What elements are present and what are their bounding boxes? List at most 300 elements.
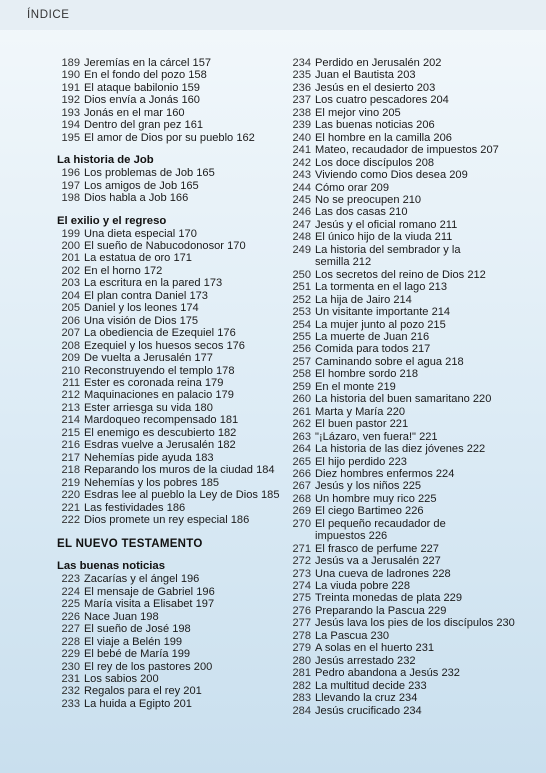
index-entry [57,180,297,192]
entry-page: 197 [195,598,215,611]
entry-number: 218 [61,464,80,477]
entry-page: 229 [427,604,447,617]
entry-title: Jesús y los niños [315,480,400,493]
entry-number: 207 [61,327,80,340]
section-heading-job: La historia de Job [57,154,154,167]
entry-number: 265 [292,455,311,468]
entry-number: 267 [292,480,311,493]
index-entry [288,231,538,243]
entry-page: 229 [443,592,463,605]
index-entry [288,368,538,380]
index-entry [57,240,297,252]
entry-page: 165 [196,167,215,180]
entry-title: Jesús va a Jerusalén [315,555,420,568]
entry-title: Dios habla a Job [84,192,167,205]
index-entry [288,543,538,555]
index-entry [288,568,538,580]
index-entry [288,206,538,218]
index-entry [57,427,297,439]
entry-page: 173 [189,289,208,302]
entry-page: 212 [352,256,372,269]
index-entry [288,269,538,281]
entry-page: 210 [389,206,408,219]
entry-page: 180 [194,401,213,414]
index-entry [288,667,538,679]
entry-page: 222 [466,443,486,456]
entry-page: 183 [195,451,214,464]
index-column-left [57,57,297,710]
index-entry [288,456,538,468]
entry-title: El mensaje de Gabriel [84,585,194,598]
entry-title: El ciego Bartimeo [315,505,402,518]
entry-group-jonas [57,57,297,144]
entry-page: 203 [397,69,416,82]
entry-page: 208 [415,156,435,169]
index-entry [57,252,297,264]
index-entry [288,493,538,505]
entry-number: 221 [61,501,80,514]
entry-page: 201 [173,697,192,710]
entry-number: 243 [292,169,311,182]
entry-title: Reparando los muros de la ciudad [84,464,253,477]
entry-page: 172 [143,264,163,277]
index-entry [288,655,538,667]
entry-title: Llevando la cruz [315,692,396,705]
spacer [57,551,297,560]
entry-page: 196 [180,573,200,586]
index-entry [288,219,538,231]
index-entry [57,290,297,302]
entry-number: 249 [292,243,311,256]
entry-group-exilio [57,228,297,527]
index-entry [57,265,297,277]
index-entry [288,294,538,306]
entry-number: 217 [61,451,80,464]
entry-page: 216 [410,330,430,343]
entry-page: 225 [417,492,437,505]
entry-title: El plan contra Daniel [84,289,187,302]
index-entry [57,119,297,131]
entry-title: Las festividades [84,501,164,514]
entry-page: 185 [261,489,280,502]
entry-number: 251 [292,281,311,294]
entry-title: La huida a Egipto [84,697,171,710]
entry-number: 191 [61,81,80,94]
index-entry [57,167,297,179]
entry-title: Diez hombres enfermos [315,467,433,480]
entry-title: Una dieta especial [84,227,176,240]
entry-number: 272 [292,555,311,568]
entry-number: 231 [61,673,80,686]
entry-page: 230 [370,629,390,642]
entry-title: Los problemas de Job [84,167,194,180]
entry-number: 275 [292,592,311,605]
index-entry [57,107,297,119]
entry-title: El amor de Dios por su pueblo [84,131,234,144]
entry-title: El frasco de perfume [315,542,418,555]
entry-number: 280 [292,654,311,667]
index-entry [57,192,297,204]
index-entry [57,636,297,648]
entry-title: El pequeño recaudador de [315,517,446,530]
entry-page: 186 [166,501,186,514]
entry-number: 196 [61,167,80,180]
entry-title: Dios promete un rey especial [84,513,228,526]
entry-page: 214 [431,306,451,319]
index-entry [288,592,538,604]
index-entry [288,306,538,318]
entry-page: 203 [416,81,436,94]
entry-title: El bebé de María [84,648,169,661]
entry-title: Los sabios [84,673,138,686]
entry-page: 213 [428,281,448,294]
entry-title: Cómo orar [315,181,368,194]
entry-title: Jeremías en la cárcel [84,57,190,69]
entry-page: 202 [422,57,442,69]
index-entry [57,414,297,426]
index-entry [57,489,297,501]
entry-page: 160 [181,94,200,107]
entry-continuation [288,256,538,268]
entry-number: 256 [292,343,311,356]
index-entry [288,605,538,617]
entry-title: De vuelta a Jerusalén [84,352,192,365]
entry-number: 262 [292,418,311,431]
index-entry [57,685,297,697]
entry-number: 246 [292,206,311,219]
index-entry [288,555,538,567]
entry-page: 175 [179,314,199,327]
entry-page: 182 [217,439,236,452]
entry-title: No se preocupen [315,193,400,206]
entry-title: Dentro del gran pez [84,119,182,132]
index-entry [288,480,538,492]
entry-number: 247 [292,218,311,231]
entry-number: 198 [61,192,80,205]
entry-number: 278 [292,629,311,642]
entry-number: 229 [61,648,80,661]
entry-page: 227 [422,555,441,568]
entry-page: 205 [382,106,401,119]
index-entry [57,514,297,526]
entry-continuation [288,530,538,542]
entry-page: 234 [398,692,418,705]
entry-number: 257 [292,355,311,368]
index-entry [57,340,297,352]
index-entry [57,402,297,414]
entry-number: 206 [61,314,80,327]
entry-page: 226 [368,530,388,543]
entry-page: 179 [215,389,234,402]
entry-page: 215 [427,318,446,331]
entry-number: 204 [61,289,80,302]
entry-page: 211 [439,218,458,231]
entry-number: 260 [292,393,311,406]
entry-page: 232 [397,654,416,667]
entry-number: 235 [292,69,311,82]
page-header [0,0,546,30]
entry-title: Los cuatro pescadores [315,94,428,107]
entry-title: Reconstruyendo el templo [84,364,213,377]
entry-title: Jesús crucificado [315,704,401,717]
entry-title: Un hombre muy rico [315,492,415,505]
entry-page: 234 [403,704,422,717]
entry-title: La escritura en la pared [84,277,201,290]
entry-title: Preparando la Pascua [315,604,425,617]
entry-number: 192 [61,94,80,107]
index-column-right [288,57,538,717]
entry-title: La muerte de Juan [315,330,408,343]
entry-title: Nace Juan [84,610,138,623]
spacer [57,526,297,538]
entry-title: Mateo, recaudador de impuestos [315,144,478,157]
index-entry [288,343,538,355]
entry-number: 209 [61,352,80,365]
entry-number: 222 [61,513,80,526]
entry-title: La historia del sembrador y la [315,243,461,256]
entry-number: 279 [292,642,311,655]
entry-number: 258 [292,368,311,381]
entry-title: María visita a Elisabet [84,598,193,611]
entry-title: El ataque babilonio [84,81,179,94]
entry-title-continuation: semilla [315,256,350,269]
entry-number: 284 [292,704,311,717]
entry-page: 198 [172,623,191,636]
index-entry [288,194,538,206]
entry-number: 193 [61,106,80,119]
entry-page: 224 [435,467,455,480]
entry-title: Esdras lee al pueblo la Ley de Dios [84,489,258,502]
index-entry [288,505,538,517]
entry-title: En el horno [84,264,141,277]
entry-number: 233 [61,697,80,710]
entry-title: El hombre sordo [315,368,397,381]
entry-title: El sueño de José [84,623,170,636]
entry-page: 204 [430,94,449,107]
section-heading-buenas-noticias: Las buenas noticias [57,560,165,573]
entry-number: 190 [61,69,80,82]
entry-title: La historia del buen samaritano [315,393,470,406]
entry-title: Maquinaciones en palacio [84,389,213,402]
entry-page: 184 [256,464,275,477]
entry-page: 223 [388,455,407,468]
entry-title: La tormenta en el lago [315,281,426,294]
spacer [57,144,297,154]
entry-page: 186 [230,513,250,526]
entry-title: Las buenas noticias [315,119,414,132]
entry-page: 170 [227,239,246,252]
index-entry [57,365,297,377]
entry-page: 211 [434,231,453,244]
entry-number: 210 [61,364,80,377]
index-entry [57,82,297,94]
entry-page: 214 [393,293,412,306]
entry-number: 194 [61,119,80,132]
entry-number: 241 [292,144,311,157]
entry-page: 177 [194,352,213,365]
entry-number: 261 [292,405,311,418]
entry-page: 206 [433,131,452,144]
entry-title: El hijo perdido [315,455,386,468]
entry-number: 266 [292,467,311,480]
entry-page: 225 [402,480,422,493]
entry-title: Los amigos de Job [84,179,178,192]
entry-number: 276 [292,604,311,617]
index-entry [57,57,297,69]
index-entry [288,680,538,692]
entry-number: 203 [61,277,80,290]
entry-title: Esdras vuelve a Jerusalén [84,439,215,452]
entry-page: 176 [226,339,245,352]
entry-title: Las dos casas [315,206,386,219]
entry-number: 274 [292,580,311,593]
entry-number: 244 [292,181,311,194]
entry-title: El viaje a Belén [84,635,161,648]
entry-number: 230 [61,660,80,673]
index-entry [288,119,538,131]
entry-page: 174 [180,302,199,315]
entry-page: 206 [416,119,435,132]
entry-title: El mejor vino [315,106,380,119]
entry-title: Marta y María [315,405,384,418]
entry-page: 217 [411,343,431,356]
entry-page: 159 [181,81,200,94]
entry-number: 242 [292,156,311,169]
entry-title: A solas en el huerto [315,642,413,655]
entry-title: La multitud decide [315,679,406,692]
index-entry [288,107,538,119]
entry-title: Un visitante importante [315,306,429,319]
entry-title: Nehemías y los pobres [84,476,198,489]
entry-title: El enemigo es descubierto [84,426,215,439]
entry-title: Jesús y el oficial romano [315,218,437,231]
index-entry [57,352,297,364]
entry-number: 189 [61,57,80,69]
entry-page: 161 [184,119,204,132]
entry-title: El sueño de Nabucodonosor [84,239,225,252]
entry-title: Mardoqueo recompensado [84,414,217,427]
entry-number: 215 [61,426,80,439]
entry-number: 237 [292,94,311,107]
entry-number: 269 [292,505,311,518]
index-entry [288,169,538,181]
entry-number: 264 [292,443,311,456]
entry-page: 209 [370,181,390,194]
entry-number: 263 [292,430,311,443]
entry-title: La obediencia de Ezequiel [84,327,215,340]
entry-number: 259 [292,380,311,393]
page-title: ÍNDICE [27,9,70,21]
entry-number: 228 [61,635,80,648]
index-entry [288,431,538,443]
index-entry [288,418,538,430]
entry-number: 202 [61,264,80,277]
entry-title: Los doce discípulos [315,156,413,169]
index-entry [57,315,297,327]
entry-page: 220 [472,393,492,406]
index-entry [288,692,538,704]
index-entry [288,244,538,256]
index-entry [57,477,297,489]
entry-page: 209 [449,169,468,182]
index-entry [288,617,538,629]
entry-group-buenas-noticias [57,573,297,710]
index-entry [57,598,297,610]
entry-title: La viuda pobre [315,580,389,593]
entry-page: 219 [377,380,396,393]
entry-page: 207 [480,144,499,157]
index-entry [288,69,538,81]
index-entry [288,82,538,94]
entry-title: La historia de las diez jóvenes [315,443,464,456]
entry-group-right [288,57,538,717]
entry-title: Dios envía a Jonás [84,94,179,107]
entry-number: 197 [61,179,80,192]
entry-number: 255 [292,330,311,343]
entry-page: 158 [188,69,207,82]
entry-number: 227 [61,623,80,636]
index-entry [288,157,538,169]
entry-number: 211 [62,376,80,389]
entry-title: En el monte [315,380,375,393]
index-entry [57,132,297,144]
part-heading-nuevo-testamento: EL NUEVO TESTAMENTO [57,538,203,551]
entry-number: 271 [292,542,311,555]
index-entry [288,468,538,480]
entry-number: 270 [292,517,311,530]
index-entry [57,94,297,106]
entry-title: Jesús arrestado [315,654,394,667]
entry-title: Jonás en el mar [84,106,163,119]
index-entry [288,705,538,717]
entry-page: 160 [166,106,185,119]
entry-number: 216 [61,439,80,452]
entry-title: El rey de los pastores [84,660,191,673]
entry-page: 221 [419,430,438,443]
index-entry [57,611,297,623]
entry-page: 176 [217,327,236,340]
entry-number: 213 [61,401,80,414]
entry-title: Perdido en Jerusalén [315,57,420,69]
index-entry [57,464,297,476]
entry-number: 199 [61,227,80,240]
index-entry [57,698,297,710]
index-entry [288,518,538,530]
index-entry [288,319,538,331]
entry-page: 182 [217,426,237,439]
index-entry [288,443,538,455]
index-entry [288,406,538,418]
entry-title: La hija de Jairo [315,293,391,306]
entry-title: Jesús lava los pies de los discípulos [315,617,494,630]
index-entry [57,228,297,240]
entry-number: 282 [292,679,311,692]
entry-page: 166 [169,192,189,205]
entry-number: 252 [292,293,311,306]
entry-number: 240 [292,131,311,144]
entry-title: Nehemías pide ayuda [84,451,192,464]
entry-title: Ester es coronada reina [84,376,202,389]
entry-page: 233 [408,679,427,692]
entry-number: 245 [292,193,311,206]
index-entry [288,132,538,144]
index-entry [57,623,297,635]
entry-title: Los secretos del reino de Dios [315,268,465,281]
index-entry [288,642,538,654]
entry-title: Viviendo como Dios desea [315,169,447,182]
entry-page: 231 [415,642,435,655]
entry-page: 200 [193,660,213,673]
